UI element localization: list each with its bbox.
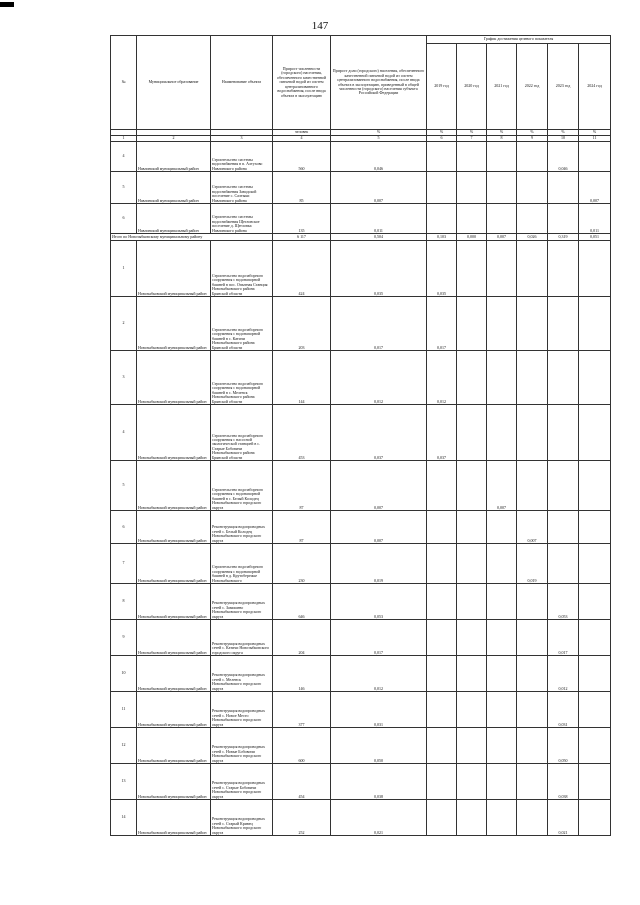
table-row — [111, 728, 611, 764]
municipality-cell: Навлинский муниципальный район — [137, 172, 211, 204]
row-number: 6 — [111, 511, 137, 544]
population-cell: 135 — [273, 204, 331, 234]
year-value-cell — [457, 584, 487, 620]
header-municipality: Муниципальное образование — [137, 36, 211, 130]
table-row — [111, 620, 611, 656]
year-value-cell — [517, 142, 548, 172]
year-value-cell — [457, 241, 487, 297]
share-cell: 0,007 — [331, 511, 427, 544]
population-cell: 424 — [273, 241, 331, 297]
share-cell: 0,017 — [331, 297, 427, 351]
share-cell: 0,038 — [331, 764, 427, 800]
year-value-cell — [487, 241, 517, 297]
year-value-cell — [548, 351, 579, 405]
year-value-cell: 0,007 — [517, 511, 548, 544]
year-value-cell — [427, 142, 457, 172]
year-value-cell — [487, 584, 517, 620]
year-value-cell — [579, 728, 611, 764]
year-value-cell — [517, 728, 548, 764]
year-value-cell — [579, 692, 611, 728]
header-no: № — [111, 36, 137, 130]
year-value-cell: 0,038 — [548, 764, 579, 800]
column-number: 11 — [579, 136, 611, 142]
table-row — [111, 241, 611, 297]
year-value-cell — [487, 800, 517, 836]
year-value-cell — [579, 405, 611, 461]
population-cell: 204 — [273, 620, 331, 656]
year-value-cell — [579, 511, 611, 544]
year-value-cell — [457, 692, 487, 728]
population-cell: 600 — [273, 728, 331, 764]
unit-percent: % — [487, 130, 517, 136]
object-cell: Строительство водозаборного сооружения с насосной экологической станцией в с. Старые Бобовичи Новозыбковского района Брянской области — [211, 405, 273, 461]
share-cell: 0,037 — [331, 405, 427, 461]
row-number: 7 — [111, 544, 137, 584]
column-number: 4 — [273, 136, 331, 142]
unit-percent: % — [331, 130, 427, 136]
object-cell: Строительство системы водоснабжения в п. Алтухово Навлинского района — [211, 142, 273, 172]
year-value-cell — [457, 620, 487, 656]
year-value-cell — [579, 656, 611, 692]
year-value-cell — [457, 764, 487, 800]
population-cell: 87 — [273, 461, 331, 511]
year-value-cell — [457, 172, 487, 204]
year-value-cell — [517, 351, 548, 405]
total-year-value: 0,319 — [548, 234, 579, 241]
object-cell: Реконструкция водопроводных сетей с. Старый Кривец Новозыбковского городского округа — [211, 800, 273, 836]
year-value-cell — [427, 656, 457, 692]
population-cell: 646 — [273, 584, 331, 620]
year-value-cell — [548, 204, 579, 234]
year-value-cell — [457, 728, 487, 764]
year-value-cell — [457, 204, 487, 234]
table-row — [111, 204, 611, 234]
row-number: 11 — [111, 692, 137, 728]
header-schedule: График достижения целевого показателя — [427, 36, 611, 44]
header-share-growth: Прирост доли (городского) населения, обеспеченного качественной питьевой водой из систем централизованного водоснабжения, после ввода объекта в эксплуатацию, приведенный в общей численности (городского) населения субъекта Российской Федерации — [331, 36, 427, 130]
year-value-cell — [517, 172, 548, 204]
table-row — [111, 656, 611, 692]
header-year: 2024 год — [579, 44, 611, 130]
object-cell: Реконструкция водопроводных сетей с. Новые Бобовичи Новозыбковского городского округа — [211, 728, 273, 764]
municipality-cell: Новозыбковский муниципальный район — [137, 511, 211, 544]
year-value-cell — [427, 800, 457, 836]
year-value-cell: 0,017 — [427, 297, 457, 351]
year-value-cell: 0,019 — [517, 544, 548, 584]
target-indicators-table — [110, 35, 611, 836]
header-year: 2020 год — [457, 44, 487, 130]
year-value-cell — [517, 620, 548, 656]
row-number: 4 — [111, 142, 137, 172]
share-cell: 0,019 — [331, 544, 427, 584]
year-value-cell: 0,007 — [487, 461, 517, 511]
municipality-cell: Новозыбковский муниципальный район — [137, 297, 211, 351]
share-cell: 0,046 — [331, 142, 427, 172]
year-value-cell — [487, 544, 517, 584]
share-cell: 0,053 — [331, 584, 427, 620]
year-value-cell — [457, 544, 487, 584]
table-row — [111, 405, 611, 461]
municipality-cell: Новозыбковский муниципальный район — [137, 584, 211, 620]
table-row — [111, 511, 611, 544]
total-year-value: 0,000 — [457, 234, 487, 241]
year-value-cell — [427, 461, 457, 511]
year-value-cell — [457, 511, 487, 544]
total-label: Итого по Новозыбковскому муниципальному району — [111, 234, 273, 241]
share-cell: 0,031 — [331, 692, 427, 728]
municipality-cell: Навлинский муниципальный район — [137, 142, 211, 172]
year-value-cell — [427, 764, 457, 800]
share-cell: 0,011 — [331, 204, 427, 234]
share-cell: 0,035 — [331, 241, 427, 297]
municipality-cell: Навлинский муниципальный район — [137, 204, 211, 234]
year-value-cell — [517, 764, 548, 800]
population-cell: 87 — [273, 511, 331, 544]
total-population: 6 117 — [273, 234, 331, 241]
year-value-cell — [487, 142, 517, 172]
municipality-cell: Новозыбковский муниципальный район — [137, 692, 211, 728]
municipality-cell: Новозыбковский муниципальный район — [137, 405, 211, 461]
year-value-cell — [457, 800, 487, 836]
table-row — [111, 461, 611, 511]
column-number: 10 — [548, 136, 579, 142]
year-value-cell — [517, 461, 548, 511]
year-value-cell — [427, 511, 457, 544]
row-number: 6 — [111, 204, 137, 234]
object-cell: Строительство водозаборного сооружения с водонапорной башней в с. Белый Колодец Новозыбковского городского округа — [211, 461, 273, 511]
municipality-cell: Новозыбковский муниципальный район — [137, 544, 211, 584]
unit-percent: % — [579, 130, 611, 136]
year-value-cell — [457, 142, 487, 172]
year-value-cell — [517, 241, 548, 297]
year-value-cell — [457, 297, 487, 351]
year-value-cell — [579, 620, 611, 656]
total-year-value: 0,051 — [579, 234, 611, 241]
municipality-cell: Новозыбковский муниципальный район — [137, 461, 211, 511]
total-year-value: 0,026 — [517, 234, 548, 241]
year-value-cell — [487, 764, 517, 800]
table-row — [111, 692, 611, 728]
year-value-cell — [579, 461, 611, 511]
year-value-cell — [487, 620, 517, 656]
total-share: 0,504 — [331, 234, 427, 241]
row-number: 13 — [111, 764, 137, 800]
object-cell: Реконструкция водопроводных сетей с. Замишево Новозыбковского городского округа — [211, 584, 273, 620]
year-value-cell: 0,017 — [548, 620, 579, 656]
table-body-main — [111, 241, 611, 836]
year-value-cell — [548, 297, 579, 351]
year-value-cell: 0,031 — [548, 692, 579, 728]
year-value-cell — [579, 544, 611, 584]
population-cell: 203 — [273, 297, 331, 351]
municipality-cell: Новозыбковский муниципальный район — [137, 351, 211, 405]
table-row — [111, 800, 611, 836]
header-population-growth: Прирост численности (городского) населения, обеспеченного качественной питьевой водой из систем централизованного водоснабжения, после ввода объекта в эксплуатацию — [273, 36, 331, 130]
year-value-cell — [579, 241, 611, 297]
total-year-value: 0,103 — [427, 234, 457, 241]
year-value-cell: 0,012 — [427, 351, 457, 405]
municipality-cell: Новозыбковский муниципальный район — [137, 800, 211, 836]
year-value-cell — [427, 204, 457, 234]
row-number: 3 — [111, 351, 137, 405]
header-object: Наименование объекта — [211, 36, 273, 130]
header-year: 2021 год — [487, 44, 517, 130]
object-cell: Строительство системы водоснабжения Щегловское поселение д. Щегловка Навлинского района — [211, 204, 273, 234]
year-value-cell — [487, 172, 517, 204]
column-number: 2 — [137, 136, 211, 142]
page-number: 147 — [311, 20, 329, 32]
table-row — [111, 584, 611, 620]
municipality-cell: Новозыбковский муниципальный район — [137, 728, 211, 764]
population-cell: 146 — [273, 656, 331, 692]
row-number: 4 — [111, 405, 137, 461]
year-value-cell — [517, 297, 548, 351]
year-value-cell — [427, 692, 457, 728]
object-cell: Строительство водозаборного сооружения с водонапорной башней в с. Катичи Новозыбковского района Брянской области — [211, 297, 273, 351]
year-value-cell — [427, 584, 457, 620]
unit-percent: % — [427, 130, 457, 136]
object-cell: Строительство водозаборного сооружения с водонапорной башней в пос. Опытная Станция Новозыбковского района Брянской области — [211, 241, 273, 297]
row-number: 8 — [111, 584, 137, 620]
municipality-cell: Новозыбковский муниципальный район — [137, 656, 211, 692]
row-number: 1 — [111, 241, 137, 297]
population-cell: 85 — [273, 172, 331, 204]
row-number: 5 — [111, 172, 137, 204]
year-value-cell — [457, 405, 487, 461]
year-value-cell: 0,053 — [548, 584, 579, 620]
year-value-cell — [548, 405, 579, 461]
unit-percent: % — [548, 130, 579, 136]
table-row — [111, 764, 611, 800]
year-value-cell: 0,012 — [548, 656, 579, 692]
object-cell: Реконструкция водопроводных сетей с. Белый Колодец Новозыбковского городского округа — [211, 511, 273, 544]
year-value-cell — [487, 351, 517, 405]
row-number: 12 — [111, 728, 137, 764]
share-cell: 0,007 — [331, 172, 427, 204]
year-value-cell: 0,021 — [548, 800, 579, 836]
total-section — [111, 234, 611, 241]
share-cell: 0,021 — [331, 800, 427, 836]
share-cell: 0,007 — [331, 461, 427, 511]
column-number: 8 — [487, 136, 517, 142]
column-number: 6 — [427, 136, 457, 142]
year-value-cell — [579, 584, 611, 620]
object-cell: Реконструкция водопроводных сетей с. Старые Бобовичи Новозыбковского городского округа — [211, 764, 273, 800]
year-value-cell — [517, 656, 548, 692]
year-value-cell — [579, 351, 611, 405]
unit-percent: % — [517, 130, 548, 136]
population-cell: 377 — [273, 692, 331, 728]
year-value-cell — [427, 172, 457, 204]
row-number: 9 — [111, 620, 137, 656]
object-cell: Реконструкция водопроводных сетей с. Новое Место Новозыбковского городского округа — [211, 692, 273, 728]
year-value-cell — [457, 461, 487, 511]
share-cell: 0,012 — [331, 351, 427, 405]
header-year: 2019 год — [427, 44, 457, 130]
object-cell: Строительство водозаборного сооружения с водонапорной башней в д. Крутобережье Новозыбковского — [211, 544, 273, 584]
year-value-cell — [427, 728, 457, 764]
share-cell: 0,012 — [331, 656, 427, 692]
header-year: 2023 год — [548, 44, 579, 130]
row-number: 2 — [111, 297, 137, 351]
year-value-cell: 0,035 — [427, 241, 457, 297]
municipality-cell: Новозыбковский муниципальный район — [137, 764, 211, 800]
row-number: 14 — [111, 800, 137, 836]
column-number: 5 — [331, 136, 427, 142]
row-number: 5 — [111, 461, 137, 511]
year-value-cell — [517, 692, 548, 728]
table-row — [111, 142, 611, 172]
unit-population: человек — [273, 130, 331, 136]
unit-percent: % — [457, 130, 487, 136]
table-row — [111, 297, 611, 351]
year-value-cell — [487, 405, 517, 461]
table-row — [111, 544, 611, 584]
total-year-value: 0,007 — [487, 234, 517, 241]
year-value-cell — [548, 511, 579, 544]
year-value-cell — [487, 511, 517, 544]
total-row — [111, 234, 611, 241]
year-value-cell — [548, 544, 579, 584]
share-cell: 0,050 — [331, 728, 427, 764]
year-value-cell — [457, 351, 487, 405]
year-value-cell — [487, 204, 517, 234]
year-value-cell — [487, 728, 517, 764]
table-body-top — [111, 142, 611, 234]
population-cell: 453 — [273, 405, 331, 461]
year-value-cell — [579, 297, 611, 351]
year-value-cell — [517, 405, 548, 461]
population-cell: 144 — [273, 351, 331, 405]
year-value-cell — [427, 544, 457, 584]
object-cell: Реконструкция водопроводных сетей с. Катичи Новозыбковского городского округа — [211, 620, 273, 656]
share-cell: 0,017 — [331, 620, 427, 656]
population-cell: 454 — [273, 764, 331, 800]
year-value-cell — [579, 142, 611, 172]
year-value-cell — [457, 656, 487, 692]
year-value-cell: 0,037 — [427, 405, 457, 461]
year-value-cell — [487, 656, 517, 692]
object-cell: Реконструкция водопроводных сетей с. Меленск Новозыбковского городского округа — [211, 656, 273, 692]
population-cell: 230 — [273, 544, 331, 584]
population-cell: 560 — [273, 142, 331, 172]
year-value-cell — [579, 800, 611, 836]
table-row — [111, 172, 611, 204]
row-number: 10 — [111, 656, 137, 692]
year-value-cell — [487, 297, 517, 351]
year-value-cell — [427, 620, 457, 656]
year-value-cell — [548, 172, 579, 204]
municipality-cell: Новозыбковский муниципальный район — [137, 620, 211, 656]
population-cell: 252 — [273, 800, 331, 836]
column-number: 7 — [457, 136, 487, 142]
scan-edge-mark — [0, 2, 14, 7]
year-value-cell — [548, 241, 579, 297]
year-value-cell: 0,046 — [548, 142, 579, 172]
year-value-cell: 0,050 — [548, 728, 579, 764]
year-value-cell — [487, 692, 517, 728]
column-number: 3 — [211, 136, 273, 142]
year-value-cell — [579, 764, 611, 800]
header-year: 2022 год — [517, 44, 548, 130]
year-value-cell — [517, 584, 548, 620]
column-number: 1 — [111, 136, 137, 142]
year-value-cell: 0,011 — [579, 204, 611, 234]
year-value-cell: 0,007 — [579, 172, 611, 204]
year-value-cell — [517, 800, 548, 836]
column-number: 9 — [517, 136, 548, 142]
year-value-cell — [517, 204, 548, 234]
municipality-cell: Новозыбковский муниципальный район — [137, 241, 211, 297]
year-value-cell — [548, 461, 579, 511]
object-cell: Строительство системы водоснабжения Заводской поселение с. Салтыки Навлинского района — [211, 172, 273, 204]
table-row — [111, 351, 611, 405]
object-cell: Строительство водозаборного сооружения с водонапорной башней в с. Меленск Новозыбковского района Брянской области — [211, 351, 273, 405]
